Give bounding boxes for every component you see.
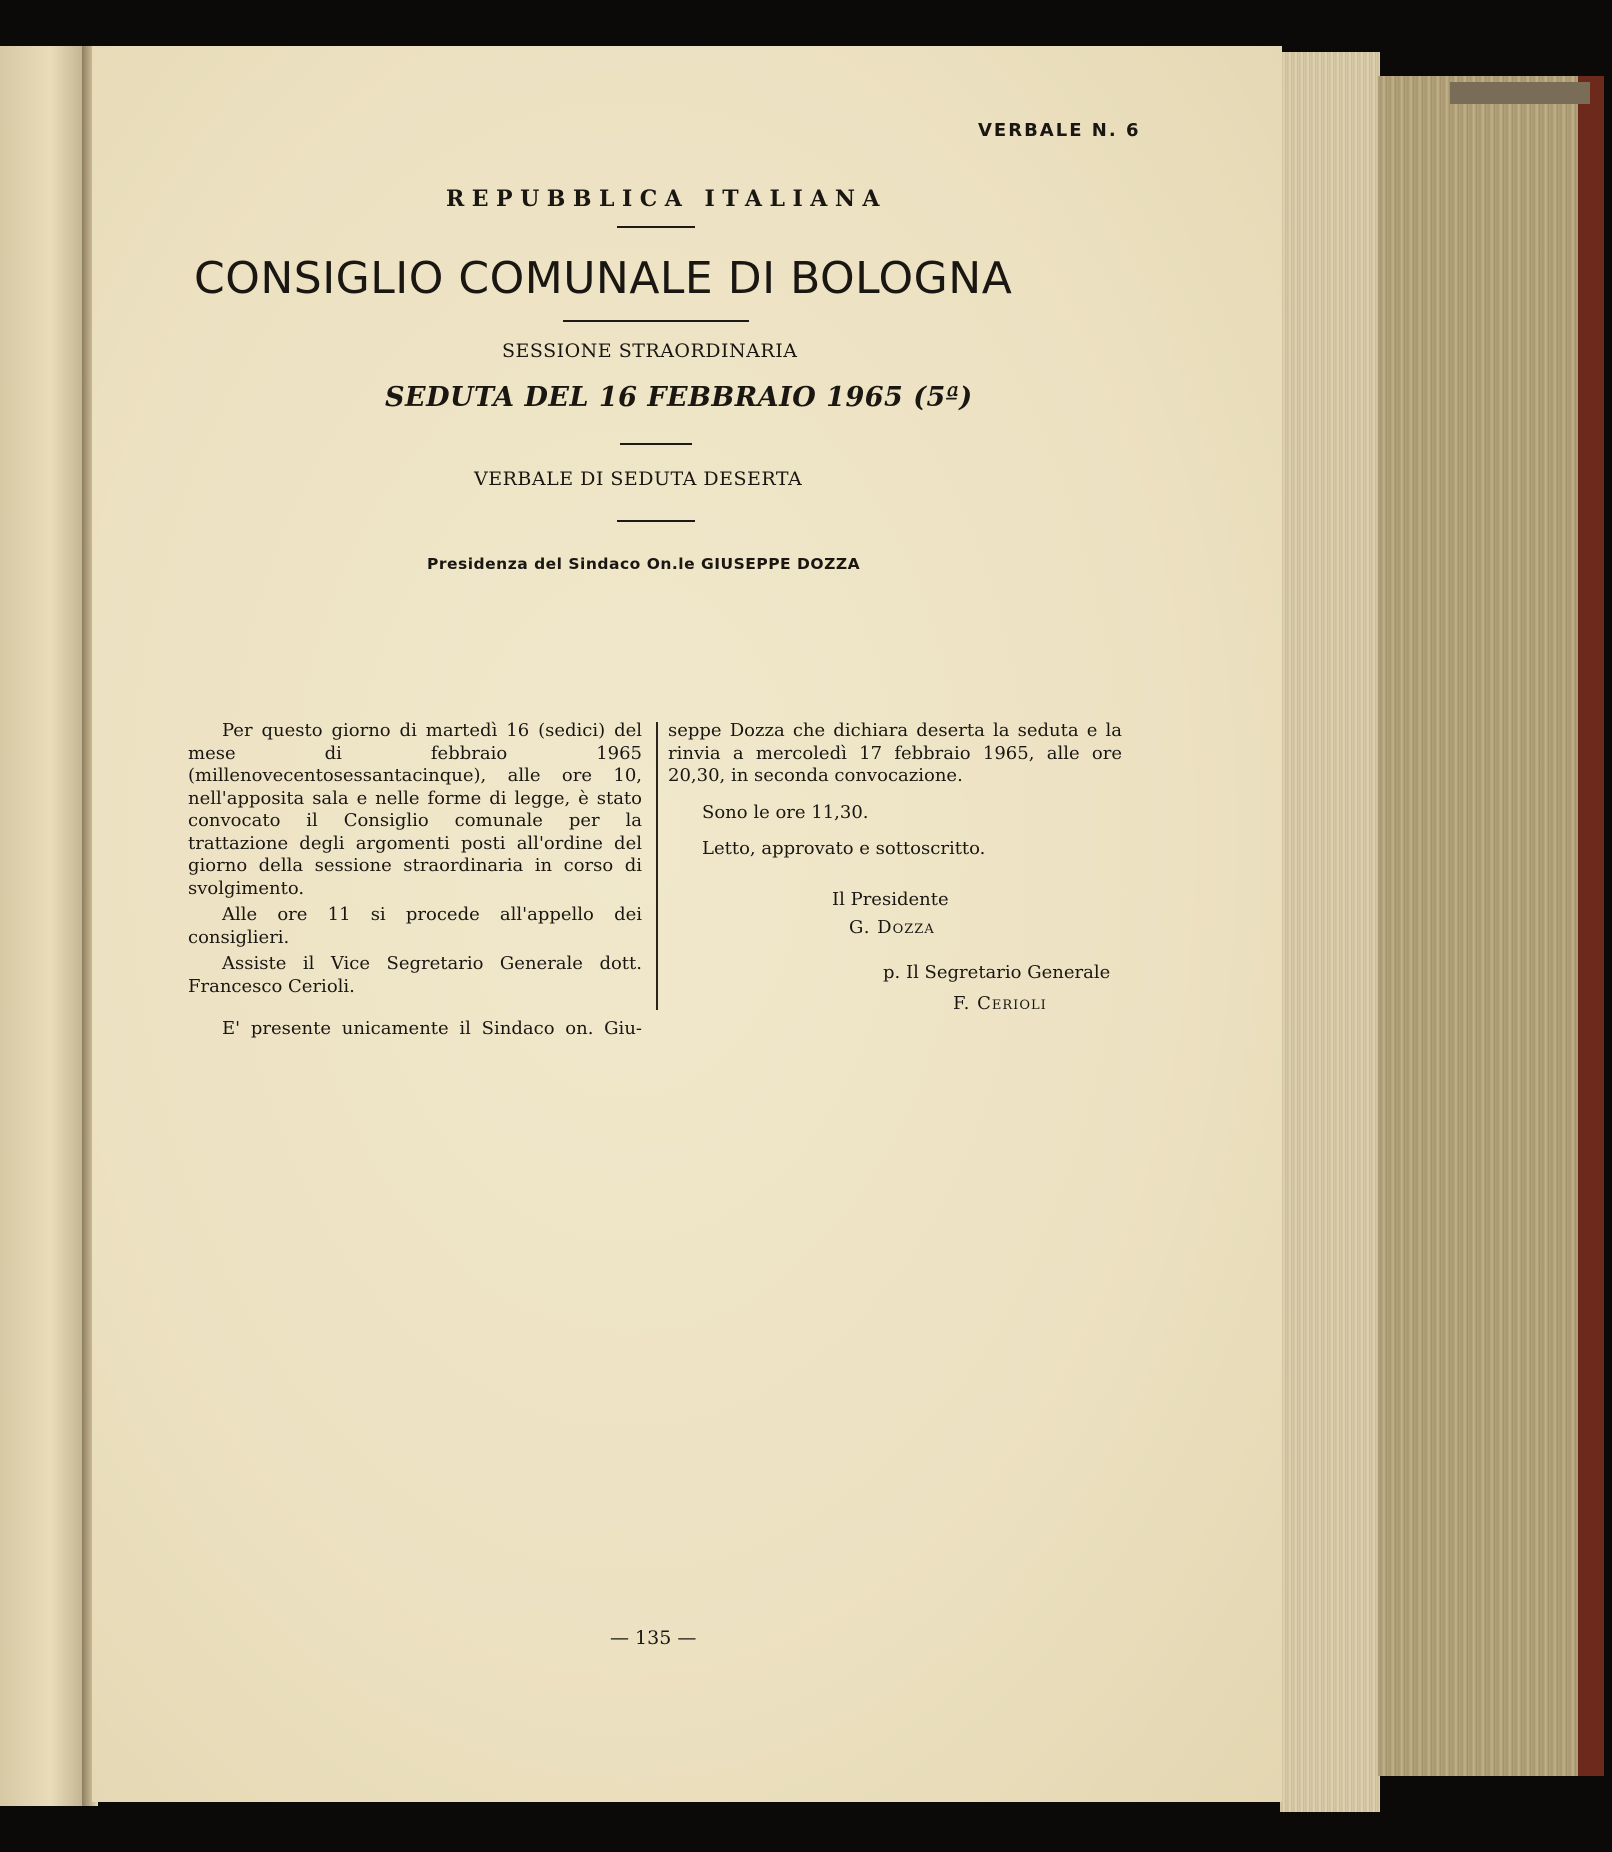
paragraph-adjourned: seppe Dozza che dichiara deserta la seduta e la rinvia a mercoledì 17 febbraio 1965, alle ore 20,30, in seconda convocazione. — [668, 720, 1122, 786]
secretary-name: F. Cerioli — [953, 993, 1047, 1014]
page-block-edges — [1280, 52, 1380, 1812]
book-cover-edge — [1378, 76, 1604, 1776]
sitting-heading: SEDUTA DEL 16 FEBBRAIO 1965 (5ª) — [385, 382, 973, 413]
title-rule-2 — [563, 320, 749, 322]
right-column — [668, 720, 1122, 861]
page-number: — 135 — — [610, 1627, 697, 1649]
left-column — [188, 720, 642, 1041]
paragraph-time: Sono le ore 11,30. — [702, 801, 869, 823]
president-name: G. Dozza — [849, 917, 935, 938]
presidency-line: Presidenza del Sindaco On.le GIUSEPPE DOZZA — [427, 555, 861, 573]
title-rule-1 — [617, 226, 695, 228]
left-page-edge — [0, 46, 92, 1806]
session-heading: SESSIONE STRAORDINARIA — [502, 340, 798, 362]
title-rule-3 — [620, 443, 692, 445]
title-rule-4 — [617, 520, 695, 522]
republic-heading: REPUBBLICA ITALIANA — [446, 186, 888, 212]
minutes-type-heading: VERBALE DI SEDUTA DESERTA — [474, 468, 803, 490]
secretary-title: p. Il Segretario Generale — [883, 962, 1111, 983]
paragraph-convocation: Per questo giorno di martedì 16 (sedici) del mese di febbraio 1965 (millenovecentosessantacinque), alle ore 10, nell'apposita sala e nelle forme di legge, è stato convocato il Consiglio comunale per la trattazione degli argomenti posti all'ordine del giorno della sessione straordinaria in corso di svolgimento. — [188, 720, 642, 899]
paragraph-roll-call: Alle ore 11 si procede all'appello dei consiglieri. — [188, 904, 642, 948]
paragraph-approved: Letto, approvato e sottoscritto. — [702, 838, 986, 859]
paragraph-mayor-present: E' presente unicamente il Sindaco on. Giu- — [222, 1018, 642, 1039]
verbale-number: VERBALE N. 6 — [978, 120, 1141, 141]
column-divider — [656, 722, 658, 1010]
cover-corner — [1450, 82, 1590, 104]
president-title: Il Presidente — [832, 889, 949, 910]
paragraph-secretary: Assiste il Vice Segretario Generale dott. Francesco Cerioli. — [188, 953, 642, 997]
council-title: CONSIGLIO COMUNALE DI BOLOGNA — [194, 253, 1013, 304]
